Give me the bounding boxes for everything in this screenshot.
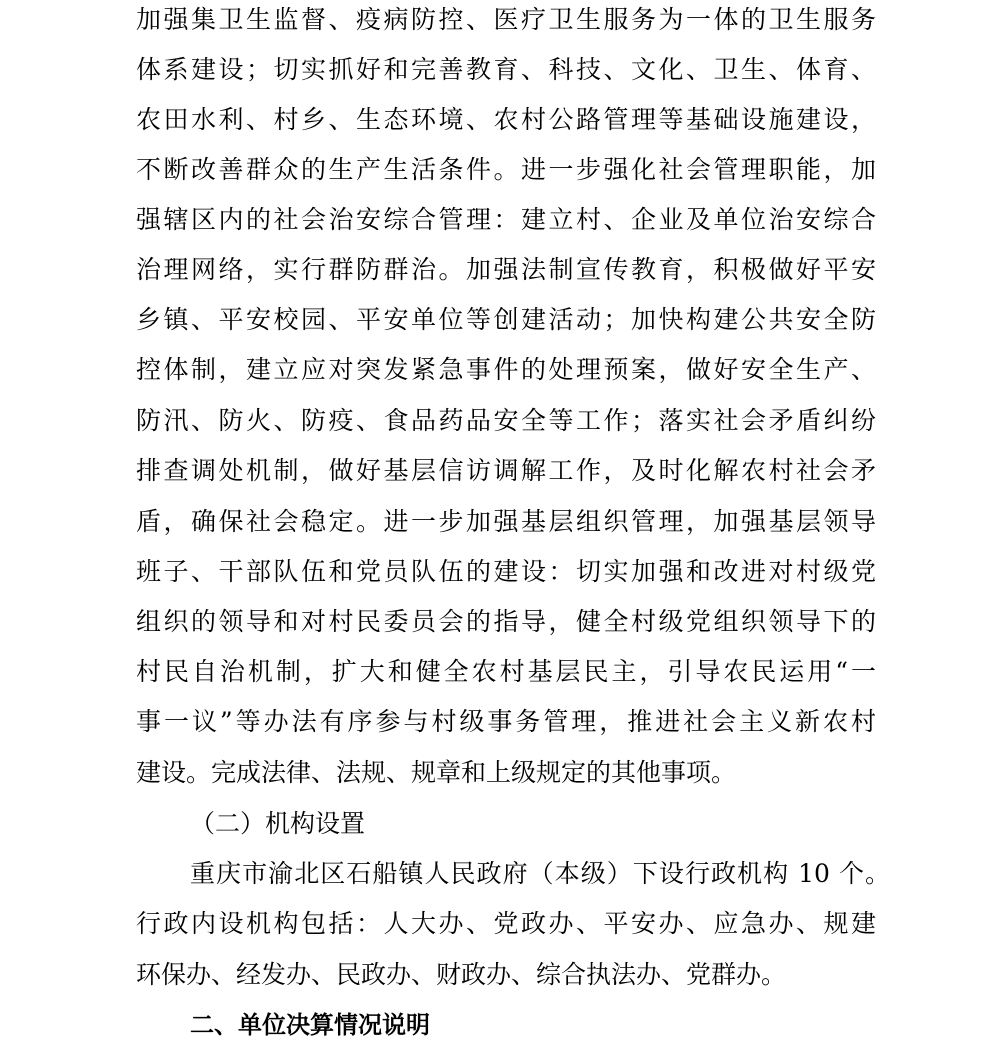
paragraph-line: 盾，确保社会稳定。进一步加强基层组织管理，加强基层领导	[136, 507, 876, 536]
paragraph-line: 环保办、经发办、民政办、财政办、综合执法办、党群办。	[136, 960, 787, 989]
paragraph-line: 治理网络，实行群防群治。加强法制宣传教育，积极做好平安	[136, 255, 876, 284]
paragraph-line: 事一议”等办法有序参与村级事务管理，推进社会主义新农村	[136, 707, 876, 736]
paragraph-line: 重庆市渝北区石船镇人民政府（本级）下设行政机构 10 个。	[190, 859, 890, 888]
paragraph-line: 组织的领导和对村民委员会的指导，健全村级党组织领导下的	[136, 607, 876, 636]
paragraph-line: 防汛、防火、防疫、食品药品安全等工作；落实社会矛盾纠纷	[136, 406, 876, 435]
paragraph-line: 行政内设机构包括：人大办、党政办、平安办、应急办、规建	[136, 909, 876, 938]
paragraph-line: 加强集卫生监督、疫病防控、医疗卫生服务为一体的卫生服务	[136, 5, 876, 34]
section-heading-org-setup: （二）机构设置	[190, 809, 366, 838]
paragraph-line: 村民自治机制，扩大和健全农村基层民主，引导农民运用“一	[136, 657, 876, 686]
paragraph-line: 不断改善群众的生产生活条件。进一步强化社会管理职能，加	[136, 155, 876, 184]
paragraph-line: 排查调处机制，做好基层信访调解工作，及时化解农村社会矛	[136, 456, 876, 485]
paragraph-line: 体系建设；切实抓好和完善教育、科技、文化、卫生、体育、	[136, 55, 876, 84]
main-heading-final-accounts: 二、单位决算情况说明	[190, 1011, 430, 1039]
paragraph-line: 班子、干部队伍和党员队伍的建设：切实加强和改进对村级党	[136, 557, 876, 586]
paragraph-line: 乡镇、平安校园、平安单位等创建活动；加快构建公共安全防	[136, 305, 876, 334]
paragraph-line: 农田水利、村乡、生态环境、农村公路管理等基础设施建设，	[136, 105, 876, 134]
paragraph-line: 强辖区内的社会治安综合管理：建立村、企业及单位治安综合	[136, 205, 876, 234]
paragraph-line: 控体制，建立应对突发紧急事件的处理预案，做好安全生产、	[136, 355, 876, 384]
paragraph-line: 建设。完成法律、法规、规章和上级规定的其他事项。	[136, 758, 737, 787]
